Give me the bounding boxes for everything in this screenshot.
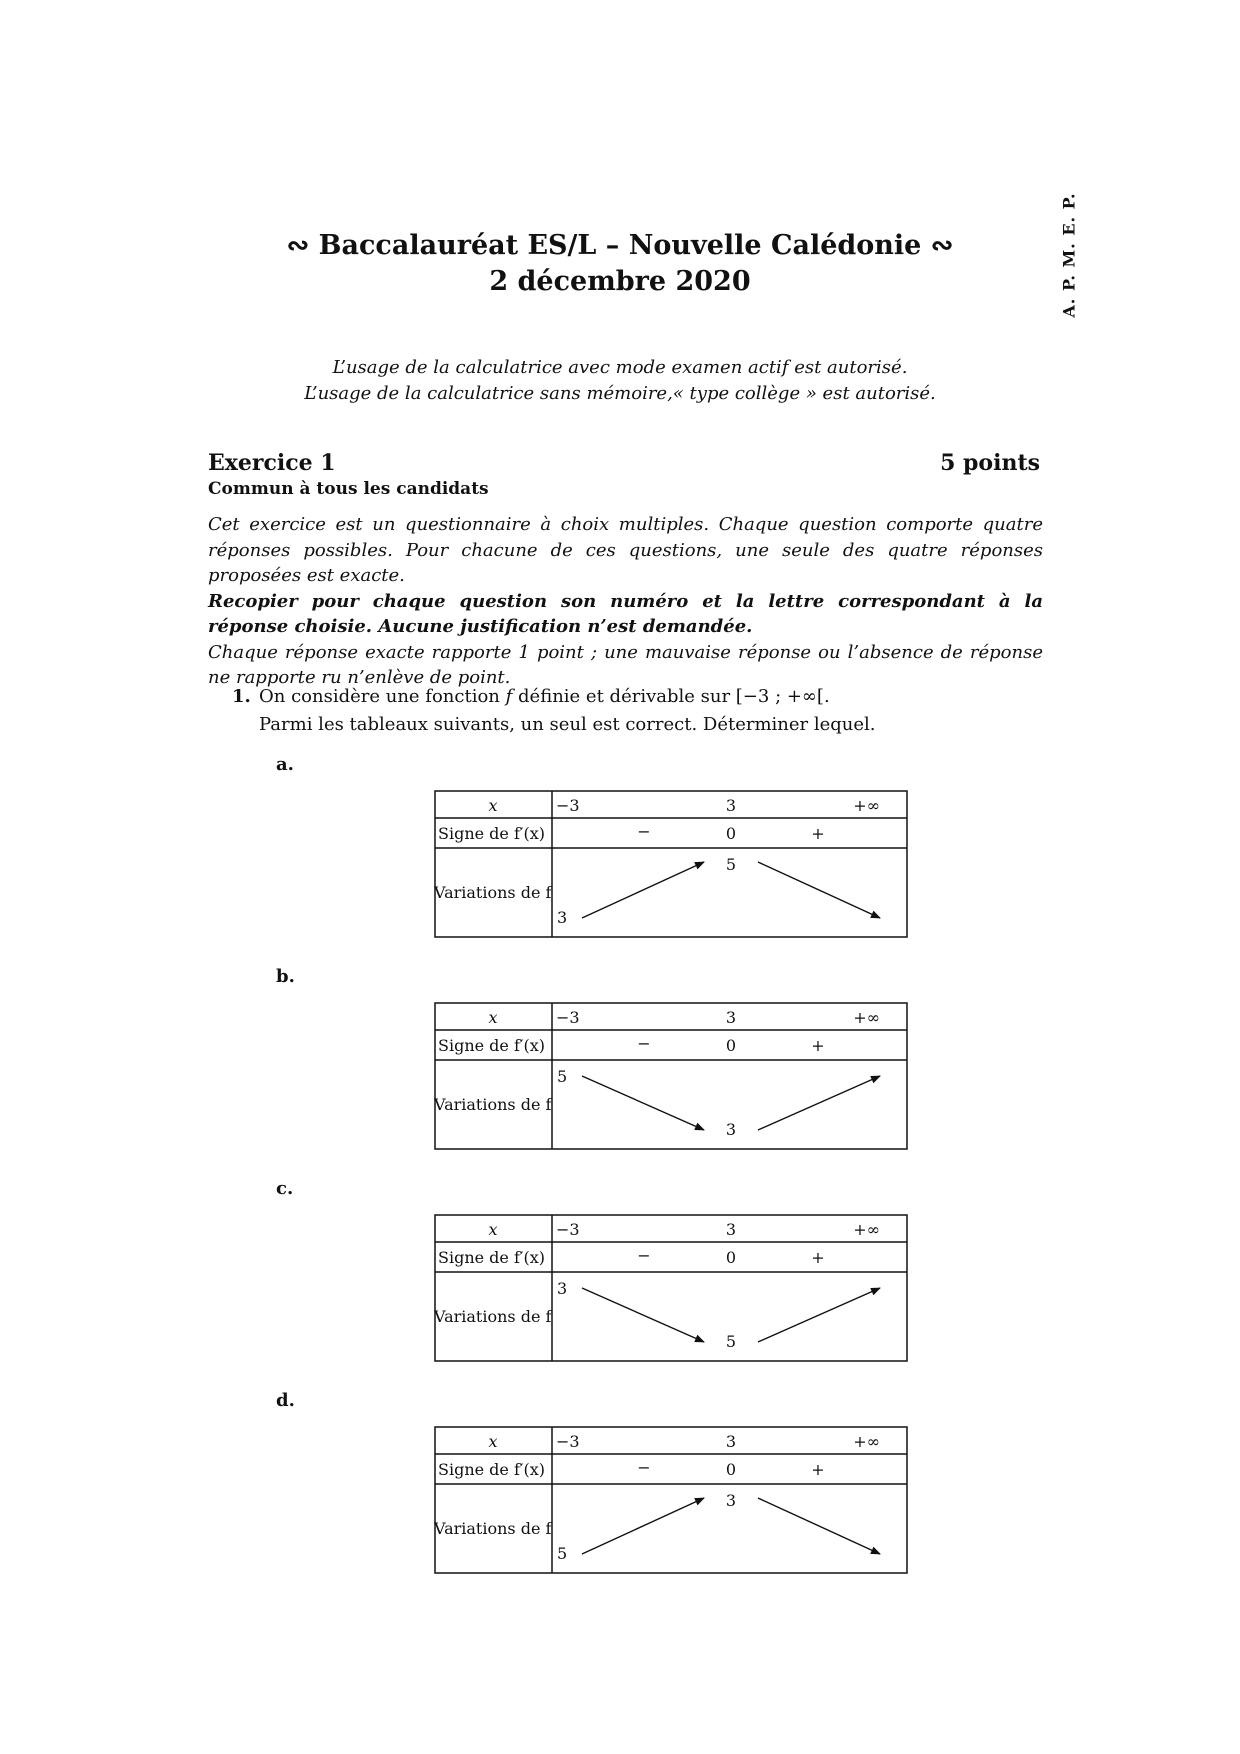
row-label-sign: Signe de f′(x): [438, 1036, 546, 1055]
variation-table-d: [434, 1426, 908, 1574]
x-value-end: +∞: [853, 1432, 880, 1451]
x-value-end: +∞: [853, 1008, 880, 1027]
sign-right: +: [811, 1248, 825, 1267]
sign-zero: 0: [725, 1248, 737, 1267]
variation-arrow-1: [582, 1498, 704, 1554]
x-value-start: −3: [556, 796, 580, 815]
row-label-x: x: [488, 1220, 498, 1239]
variation-mid-value: 3: [725, 1491, 737, 1510]
x-value-end: +∞: [853, 796, 880, 815]
exercise-subtitle: Commun à tous les candidats: [208, 479, 489, 499]
row-label-variations: Variations de f: [434, 1307, 552, 1326]
question-number: [232, 683, 251, 711]
x-value-mid: 3: [725, 1008, 737, 1027]
page-title: [0, 228, 1240, 264]
variation-start-value: 3: [557, 908, 568, 927]
row-label-sign: Signe de f′(x): [438, 1248, 546, 1267]
exercise-points: 5 points: [940, 450, 1040, 476]
row-label-variations: Variations de f: [434, 883, 552, 902]
table-border: [435, 1003, 907, 1149]
calculator-notice-1: L’usage de la calculatrice avec mode examen actif est autorisé.: [332, 357, 908, 378]
row-label-x: x: [488, 1432, 498, 1451]
variation-table-b: [434, 1002, 908, 1150]
x-value-mid: 3: [725, 1220, 737, 1239]
title-text: Baccalauréat ES/L – Nouvelle Calédonie: [318, 230, 922, 261]
table-border: [435, 791, 907, 937]
row-label-variations: Variations de f: [434, 1095, 552, 1114]
exercise-instruction-bold: Recopier pour chaque question son numéro et la lettre correspondant à la réponse choisie. Aucune justification n’est demandée.: [208, 590, 1043, 637]
row-label-variations: Variations de f: [434, 1519, 552, 1538]
variation-start-value: 5: [557, 1067, 568, 1086]
variation-table-a: [434, 790, 908, 938]
variation-arrow-1: [582, 1288, 704, 1342]
x-value-start: −3: [556, 1432, 580, 1451]
row-label-sign: Signe de f′(x): [438, 1460, 546, 1479]
variation-arrow-2: [758, 862, 880, 918]
question-line-1b: définie et dérivable sur [−3 ; +∞[.: [518, 686, 830, 707]
question-function-name: f: [505, 686, 513, 707]
x-value-mid: 3: [725, 796, 737, 815]
question-line-2: Parmi les tableaux suivants, un seul est correct. Déterminer lequel.: [259, 714, 876, 735]
page-date: 2 décembre 2020: [489, 266, 751, 297]
variation-mid-value: 3: [725, 1120, 737, 1139]
sign-left: −: [637, 822, 651, 841]
x-value-start: −3: [556, 1008, 580, 1027]
calculator-notice-2: L’usage de la calculatrice sans mémoire,« type collège » est autorisé.: [304, 383, 936, 404]
side-label-text: A. P. M. E. P.: [1059, 192, 1079, 318]
exercise-instructions: [208, 512, 1043, 691]
variation-mid-value: 5: [725, 1332, 737, 1351]
variation-arrow-1: [582, 862, 704, 918]
option-letter-d: d.: [276, 1390, 295, 1411]
exercise-header: [208, 450, 1040, 476]
sign-right: +: [811, 1036, 825, 1055]
option-letter-b: b.: [276, 966, 295, 987]
variation-mid-value: 5: [725, 855, 737, 874]
question-number-label: 1.: [232, 686, 251, 707]
question-line-1: [259, 683, 830, 711]
variation-arrow-2: [758, 1076, 880, 1130]
x-value-start: −3: [556, 1220, 580, 1239]
sign-left: −: [637, 1458, 651, 1477]
option-letter-c: c.: [276, 1178, 294, 1199]
option-letter-a: a.: [276, 754, 294, 775]
ornament-left-icon: ∾: [286, 230, 310, 261]
variation-start-value: 3: [557, 1279, 568, 1298]
sign-zero: 0: [725, 1460, 737, 1479]
exercise-scoring: Chaque réponse exacte rapporte 1 point ; une mauvaise réponse ou l’absence de réponse ne rapporte ru n’enlève de point.: [208, 641, 1043, 688]
variation-table-c: [434, 1214, 908, 1362]
variation-arrow-1: [582, 1076, 704, 1130]
sign-zero: 0: [725, 1036, 737, 1055]
sign-right: +: [811, 824, 825, 843]
variation-start-value: 5: [557, 1544, 568, 1563]
ornament-right-icon: ∾: [930, 230, 954, 261]
sign-zero: 0: [725, 824, 737, 843]
variation-arrow-2: [758, 1288, 880, 1342]
table-border: [435, 1427, 907, 1573]
exercise-title: Exercice 1: [208, 450, 336, 476]
row-label-x: x: [488, 796, 498, 815]
variation-arrow-2: [758, 1498, 880, 1554]
row-label-x: x: [488, 1008, 498, 1027]
sign-right: +: [811, 1460, 825, 1479]
question-line-1a: On considère une fonction: [259, 686, 500, 707]
table-border: [435, 1215, 907, 1361]
sign-left: −: [637, 1034, 651, 1053]
x-value-mid: 3: [725, 1432, 737, 1451]
row-label-sign: Signe de f′(x): [438, 824, 546, 843]
side-label: [1057, 192, 1081, 318]
x-value-end: +∞: [853, 1220, 880, 1239]
sign-left: −: [637, 1246, 651, 1265]
exercise-intro: Cet exercice est un questionnaire à choix multiples. Chaque question comporte quatre réponses possibles. Pour chacune de ces questions, une seule des quatre réponses proposées est exacte.: [208, 514, 1043, 586]
